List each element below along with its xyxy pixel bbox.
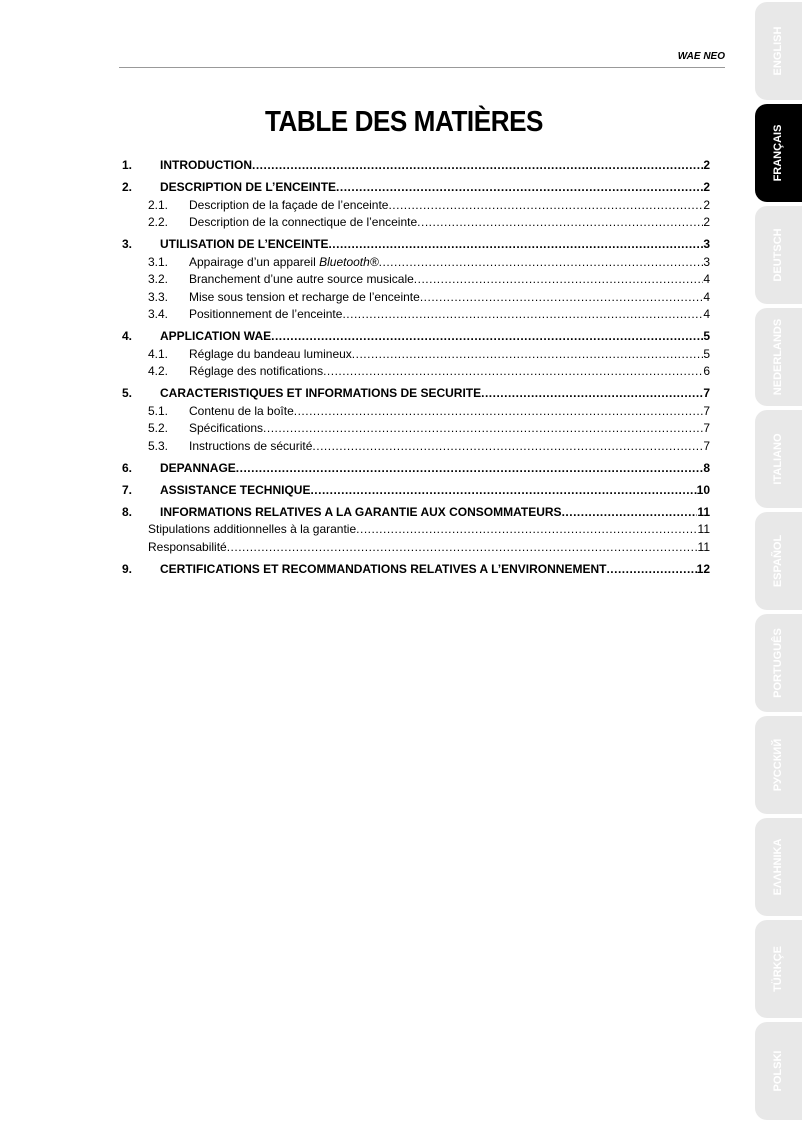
language-tab-label: DEUTSCH (772, 228, 784, 282)
toc-entry-page: 11 (697, 539, 710, 554)
language-tab-label: ENGLISH (772, 26, 784, 76)
leader-dots (263, 420, 703, 438)
leader-dots (388, 197, 703, 215)
toc-entry[interactable] (122, 482, 710, 500)
toc-entry-page: 7 (703, 403, 710, 418)
header-divider (119, 67, 725, 68)
toc-entry-label-italic: Bluetooth® (319, 254, 379, 269)
leader-dots (379, 254, 704, 272)
leader-dots (414, 271, 704, 289)
toc-entry-page: 5 (703, 346, 710, 361)
language-tab-label: ΕΛΛΗΝΙΚΑ (772, 838, 784, 896)
language-tab-7[interactable] (755, 716, 802, 814)
toc-entry-number: 3.4. (148, 307, 169, 321)
toc-entry[interactable] (122, 438, 710, 456)
language-tab-3[interactable] (755, 308, 802, 406)
language-tab-label: ESPAÑOL (772, 534, 784, 588)
toc-entry-page: 2 (703, 215, 710, 229)
toc-entry-number: 8. (122, 504, 133, 519)
toc-entry-label: DESCRIPTION DE L’ENCEINTE (160, 180, 337, 194)
toc-entry-label: Mise sous tension et recharge de l’enceinte (189, 289, 420, 304)
toc-entry-label: CERTIFICATIONS ET RECOMMANDATIONS RELATIVES A L’ENVIRONNEMENT (160, 561, 607, 576)
language-tab-label: ITALIANO (772, 433, 784, 485)
table-of-contents (122, 157, 710, 578)
toc-entry-label: Appairage d’un appareil Bluetooth® (189, 254, 379, 269)
toc-entry[interactable] (122, 179, 710, 197)
toc-entry[interactable] (122, 385, 710, 403)
toc-entry-page: 2 (703, 197, 710, 212)
leader-dots (562, 504, 698, 522)
toc-entry-number: 2.2. (148, 215, 169, 229)
toc-entry[interactable] (122, 197, 710, 215)
toc-entry-label: Responsabilité (148, 539, 227, 554)
toc-entry-label: Stipulations additionnelles à la garantie (148, 522, 357, 536)
toc-entry[interactable] (122, 403, 710, 421)
toc-entry-page: 4 (703, 289, 710, 304)
toc-entry[interactable] (148, 539, 710, 557)
toc-entry[interactable] (122, 289, 710, 307)
toc-entry-number: 4. (122, 329, 133, 343)
leader-dots (252, 157, 703, 175)
language-tab-label: PORTUGUÊS (772, 628, 784, 698)
leader-dots (236, 460, 704, 478)
toc-entry[interactable] (122, 504, 710, 522)
toc-entry-number: 5.1. (148, 403, 169, 418)
leader-dots (352, 346, 704, 364)
toc-entry-label: UTILISATION DE L’ENCEINTE (160, 237, 329, 251)
toc-entry-label: Branchement d’une autre source musicale (189, 272, 414, 286)
leader-dots (606, 561, 696, 579)
language-tab-9[interactable] (755, 920, 802, 1018)
toc-entry-label: INTRODUCTION (160, 158, 252, 172)
toc-entry[interactable] (122, 561, 710, 579)
language-tab-5[interactable] (755, 512, 802, 610)
toc-entry-number: 1. (122, 158, 133, 172)
toc-entry-number: 4.1. (148, 346, 169, 361)
toc-entry[interactable] (122, 460, 710, 478)
toc-entry-page: 10 (696, 482, 710, 497)
language-tab-4[interactable] (755, 410, 802, 508)
toc-entry-page: 11 (697, 522, 710, 536)
leader-dots (227, 539, 698, 557)
leader-dots (323, 363, 703, 381)
language-tab-1[interactable] (755, 104, 802, 202)
toc-entry-page: 4 (703, 307, 710, 321)
language-tab-8[interactable] (755, 818, 802, 916)
language-tab-label: NEDERLANDS (772, 318, 784, 396)
toc-entry-label: Description de la connectique de l’enceinte (189, 215, 418, 229)
toc-entry[interactable] (122, 328, 710, 346)
toc-entry-number: 7. (122, 482, 133, 497)
leader-dots (310, 482, 696, 500)
toc-entry[interactable] (122, 363, 710, 381)
toc-entry[interactable] (122, 271, 710, 289)
leader-dots (420, 289, 704, 307)
toc-entry-page: 8 (703, 460, 710, 475)
toc-entry-label: Réglage des notifications (189, 364, 324, 378)
toc-entry-number: 9. (122, 561, 133, 576)
toc-entry-label: Positionnement de l’enceinte (189, 307, 343, 321)
toc-entry-number: 3.2. (148, 272, 169, 286)
language-tab-label: РУССКИЙ (772, 738, 784, 792)
toc-entry-page: 2 (703, 158, 710, 172)
language-tab-label: FRANÇAIS (772, 124, 784, 182)
leader-dots (328, 236, 703, 254)
toc-entry-page: 6 (703, 364, 710, 378)
toc-entry-number: 3.1. (148, 254, 169, 269)
toc-entry-label: Réglage du bandeau lumineux (189, 346, 352, 361)
toc-entry-label: Instructions de sécurité (189, 438, 313, 453)
language-tab-0[interactable] (755, 2, 802, 100)
leader-dots (417, 214, 703, 232)
toc-entry-label: DEPANNAGE (160, 460, 236, 475)
toc-entry-page: 2 (703, 180, 710, 194)
toc-entry-label: APPLICATION WAE (160, 329, 272, 343)
toc-entry-number: 5. (122, 386, 133, 400)
language-tab-2[interactable] (755, 206, 802, 304)
language-tab-label: POLSKI (772, 1050, 784, 1092)
toc-entry-page: 3 (703, 254, 710, 269)
toc-entry-page: 11 (697, 504, 710, 519)
toc-entry[interactable] (122, 346, 710, 364)
toc-entry[interactable] (122, 306, 710, 324)
leader-dots (481, 385, 703, 403)
toc-entry-label: Spécifications (189, 421, 264, 435)
toc-entry-number: 5.2. (148, 421, 169, 435)
toc-entry-number: 4.2. (148, 364, 169, 378)
toc-entry-number: 3.3. (148, 289, 169, 304)
toc-entry-page: 7 (703, 386, 710, 400)
toc-entry-page: 7 (703, 421, 710, 435)
toc-entry[interactable] (122, 157, 710, 175)
toc-entry-number: 5.3. (148, 438, 169, 453)
toc-entry-label: Description de la façade de l’enceinte (189, 197, 389, 212)
language-tab-10[interactable] (755, 1022, 802, 1120)
leader-dots (342, 306, 703, 324)
leader-dots (336, 179, 703, 197)
toc-entry[interactable] (122, 236, 710, 254)
toc-entry[interactable] (122, 420, 710, 438)
toc-entry-number: 6. (122, 460, 133, 475)
toc-entry[interactable] (122, 214, 710, 232)
leader-dots (356, 521, 697, 539)
page-title: TABLE DES MATIÈRES (264, 106, 544, 138)
toc-entry-number: 2. (122, 180, 133, 194)
toc-entry-number: 3. (122, 237, 133, 251)
toc-entry-page: 7 (703, 438, 710, 453)
toc-entry-label: ASSISTANCE TECHNIQUE (160, 482, 311, 497)
leader-dots (294, 403, 704, 421)
language-tab-label: TÜRKÇE (772, 946, 784, 992)
toc-entry-page: 12 (696, 561, 710, 576)
leader-dots (271, 328, 703, 346)
toc-entry-label: Contenu de la boîte (189, 403, 294, 418)
leader-dots (312, 438, 703, 456)
toc-entry-page: 4 (703, 272, 710, 286)
language-tab-6[interactable] (755, 614, 802, 712)
toc-entry[interactable] (148, 521, 710, 539)
running-header: WAE NEO (677, 51, 725, 62)
toc-entry-page: 3 (703, 237, 710, 251)
toc-entry-label: CARACTERISTIQUES ET INFORMATIONS DE SECURITE (160, 386, 482, 400)
toc-entry[interactable] (122, 254, 710, 272)
toc-entry-label: INFORMATIONS RELATIVES A LA GARANTIE AUX CONSOMMATEURS (160, 504, 562, 519)
toc-entry-number: 2.1. (148, 197, 169, 212)
toc-entry-page: 5 (703, 329, 710, 343)
